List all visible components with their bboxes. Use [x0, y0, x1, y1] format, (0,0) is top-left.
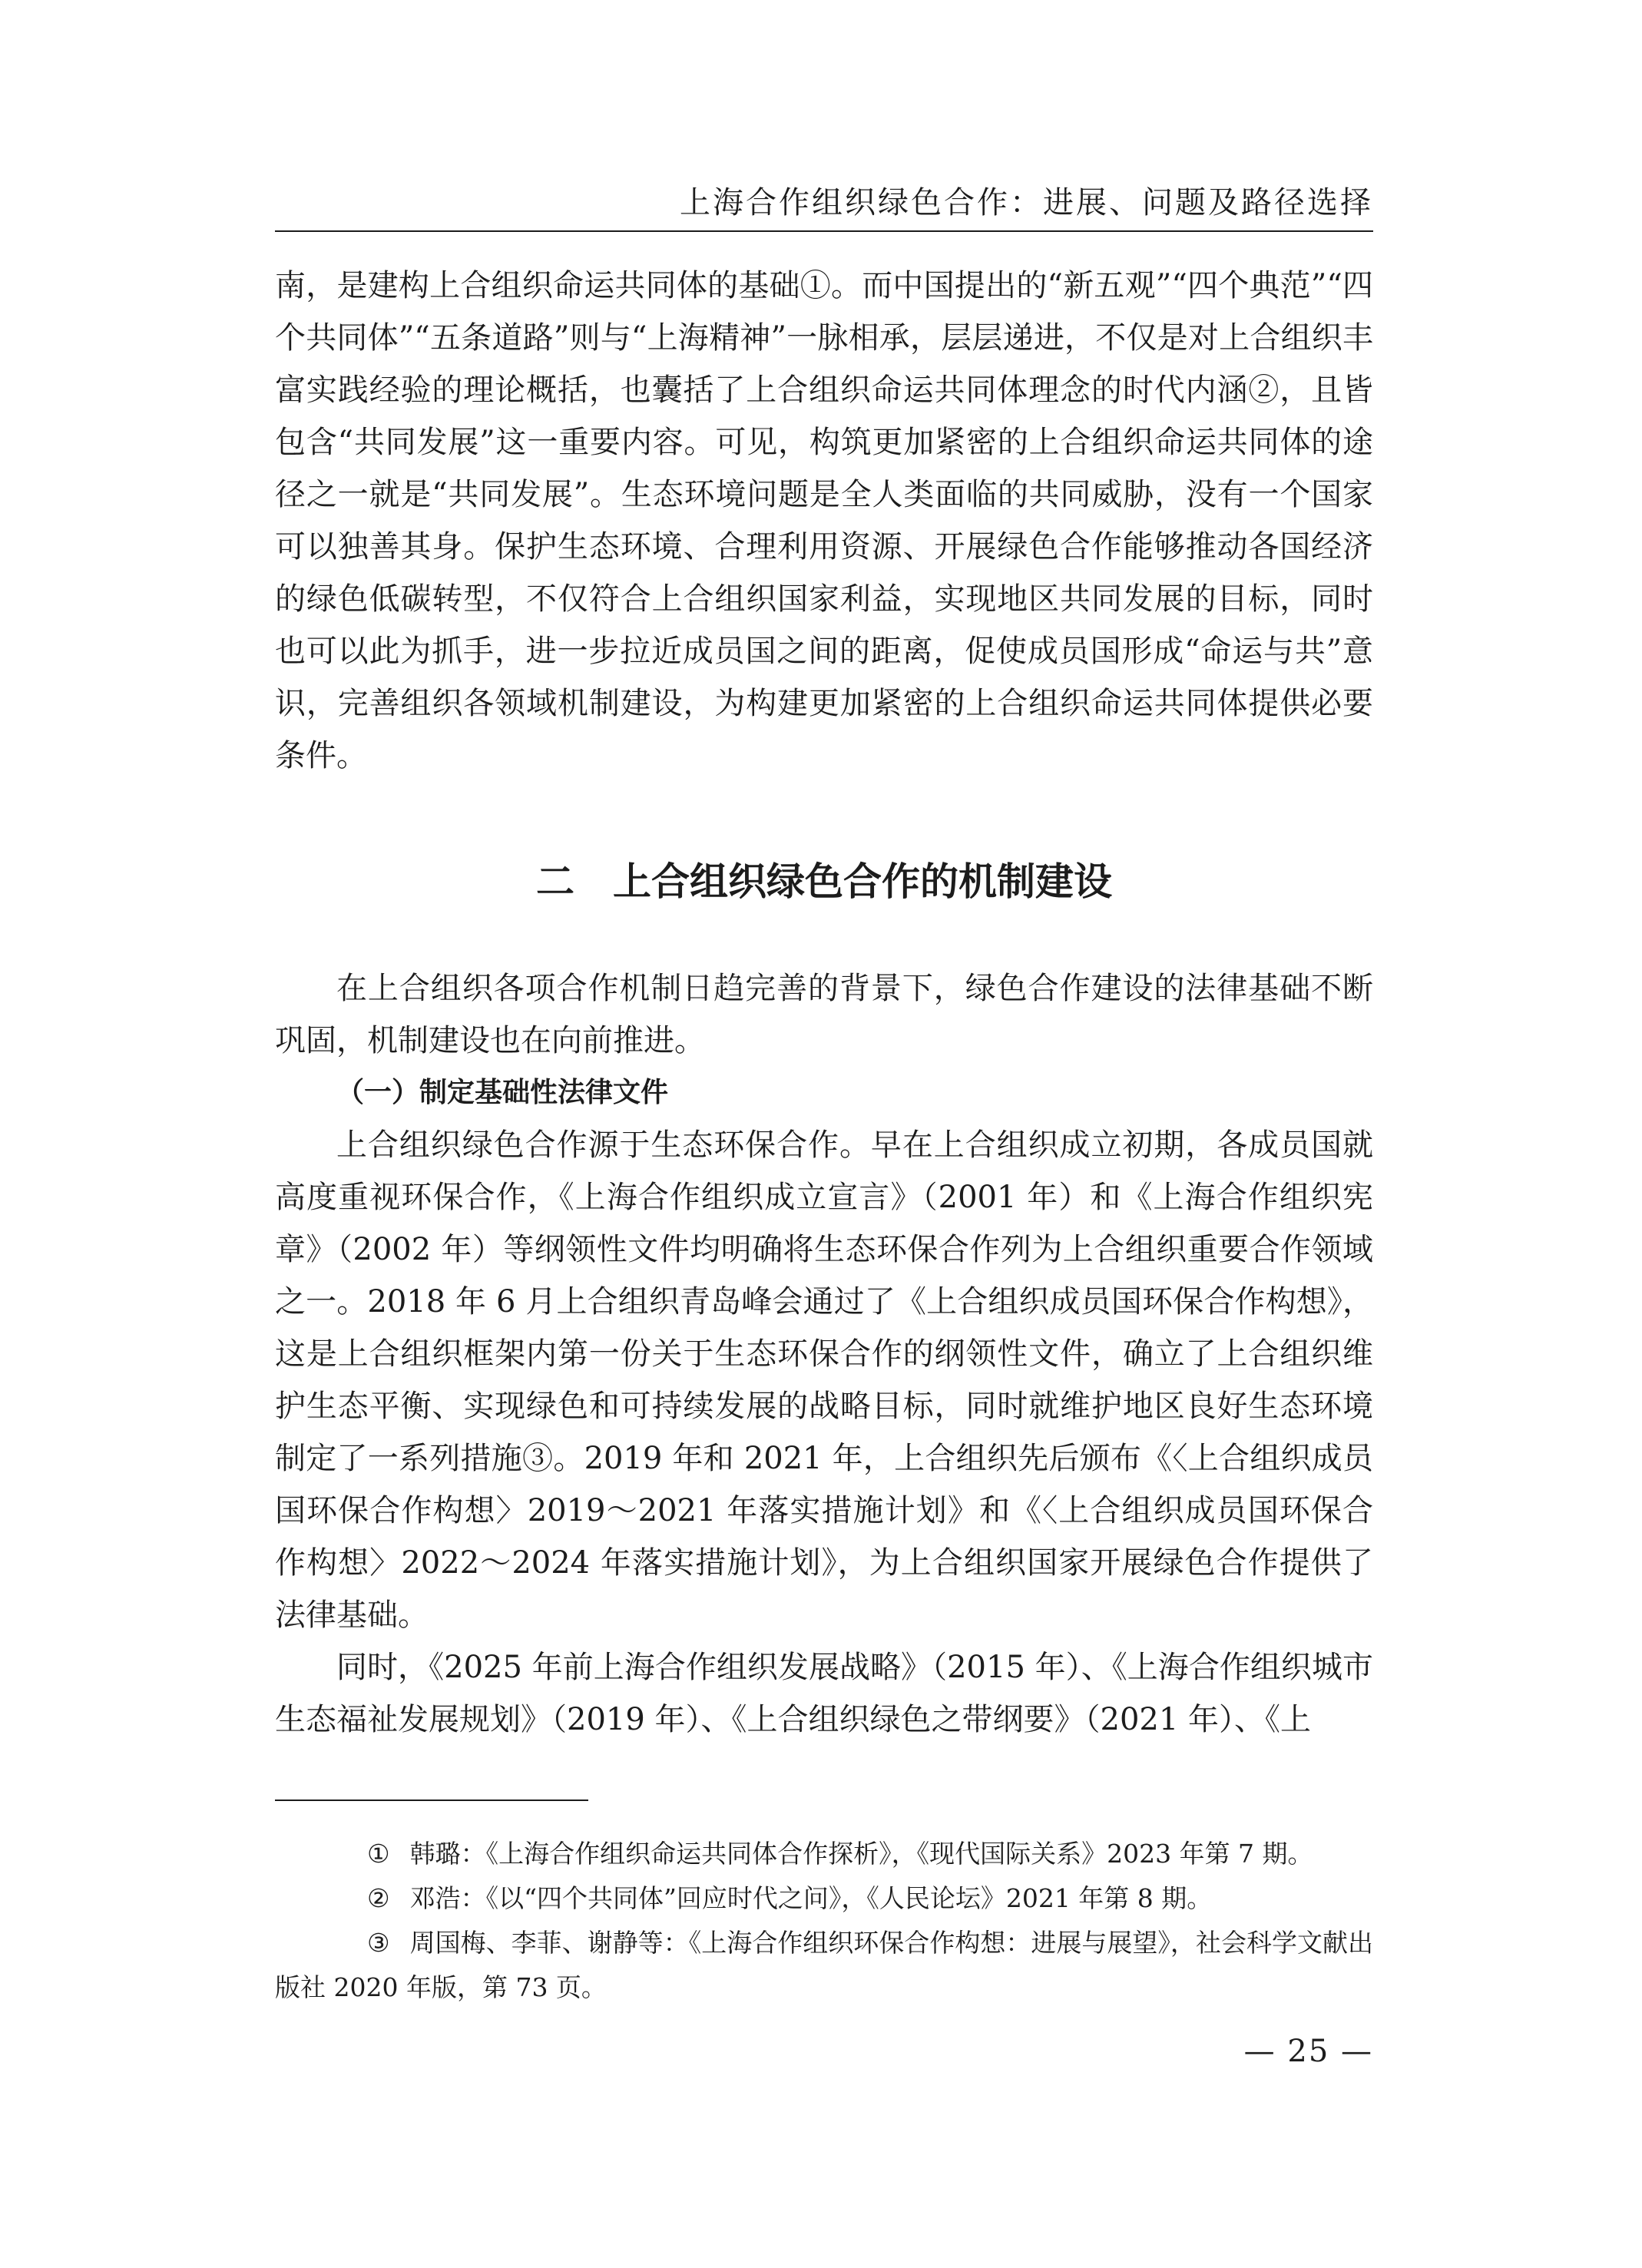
continued-paragraph-block: [275, 260, 1373, 782]
intro-paragraph: 在上合组织各项合作机制日趋完善的背景下，绿色合作建设的法律基础不断巩固，机制建设也在向前推进。: [275, 971, 1373, 1058]
running-header: 上海合作组织绿色合作：进展、问题及路径选择: [680, 185, 1373, 220]
header-rule: [275, 230, 1373, 232]
section-body: [275, 962, 1373, 1746]
footnote-mark: ②: [367, 1883, 390, 1913]
footnote-text: 邓浩：《以“四个共同体”回应时代之问》，《人民论坛》2021 年第 8 期。: [409, 1883, 1213, 1913]
footnote-item: [275, 1876, 1373, 1921]
footnote-item: [275, 1832, 1373, 1876]
subsection-heading: （一）制定基础性法律文件: [336, 1077, 669, 1108]
body-paragraph: 同时，《2025 年前上海合作组织发展战略》（2015 年）、《上海合作组织城市生态福祉发展规划》（2019 年）、《上合组织绿色之带纲要》（2021 年）、《上: [275, 1650, 1373, 1737]
section-number: 二: [536, 859, 574, 904]
footnote-text: 周国梅、李菲、谢静等：《上海合作组织环保合作构想：进展与展望》，社会科学文献出版社 2020 年版，第 73 页。: [275, 1928, 1373, 2002]
section-heading: [275, 853, 1373, 911]
footnote-item: [275, 1921, 1373, 2010]
body-paragraph: 上合组织绿色合作源于生态环保合作。早在上合组织成立初期，各成员国就高度重视环保合作，《上海合作组织成立宣言》（2001 年）和《上海合作组织宪章》（2002 年）等纲领性文件均明确将生态环保合作列为上合组织重要合作领域之一。2018 年 6 月上合组织青岛峰会通过了《上合组织成员国环保合作构想》，这是上合组织框架内第一份关于生态环保合作的纲领性文件，确立了上合组织维护生态平衡、实现绿色和可持续发展的战略目标，同时就维护地区良好生态环境制定了一系列措施③。2019 年和 2021 年，上合组织先后颁布《〈上合组织成员国环保合作构想〉2019～2021 年落实措施计划》和《〈上合组织成员国环保合作构想〉2022～2024 年落实措施计划》，为上合组织国家开展绿色合作提供了法律基础。: [275, 1127, 1373, 1633]
footnote-rule: [275, 1800, 588, 1801]
page-number: — 25 —: [1243, 2034, 1373, 2069]
footnote-mark: ③: [367, 1928, 390, 1958]
footnote-mark: ①: [367, 1839, 390, 1869]
footnotes: [275, 1832, 1373, 2010]
body-paragraph: 南，是建构上合组织命运共同体的基础①。而中国提出的“新五观”“四个典范”“四个共同体”“五条道路”则与“上海精神”一脉相承，层层递进，不仅是对上合组织丰富实践经验的理论概括，也囊括了上合组织命运共同体理念的时代内涵②，且皆包含“共同发展”这一重要内容。可见，构筑更加紧密的上合组织命运共同体的途径之一就是“共同发展”。生态环境问题是全人类面临的共同威胁，没有一个国家可以独善其身。保护生态环境、合理利用资源、开展绿色合作能够推动各国经济的绿色低碳转型，不仅符合上合组织国家利益，实现地区共同发展的目标，同时也可以此为抓手，进一步拉近成员国之间的距离，促使成员国形成“命运与共”意识，完善组织各领域机制建设，为构建更加紧密的上合组织命运共同体提供必要条件。: [275, 268, 1373, 773]
footnote-text: 韩璐：《上海合作组织命运共同体合作探析》，《现代国际关系》2023 年第 7 期。: [409, 1839, 1313, 1869]
section-title-text: 上合组织绿色合作的机制建设: [613, 859, 1112, 904]
